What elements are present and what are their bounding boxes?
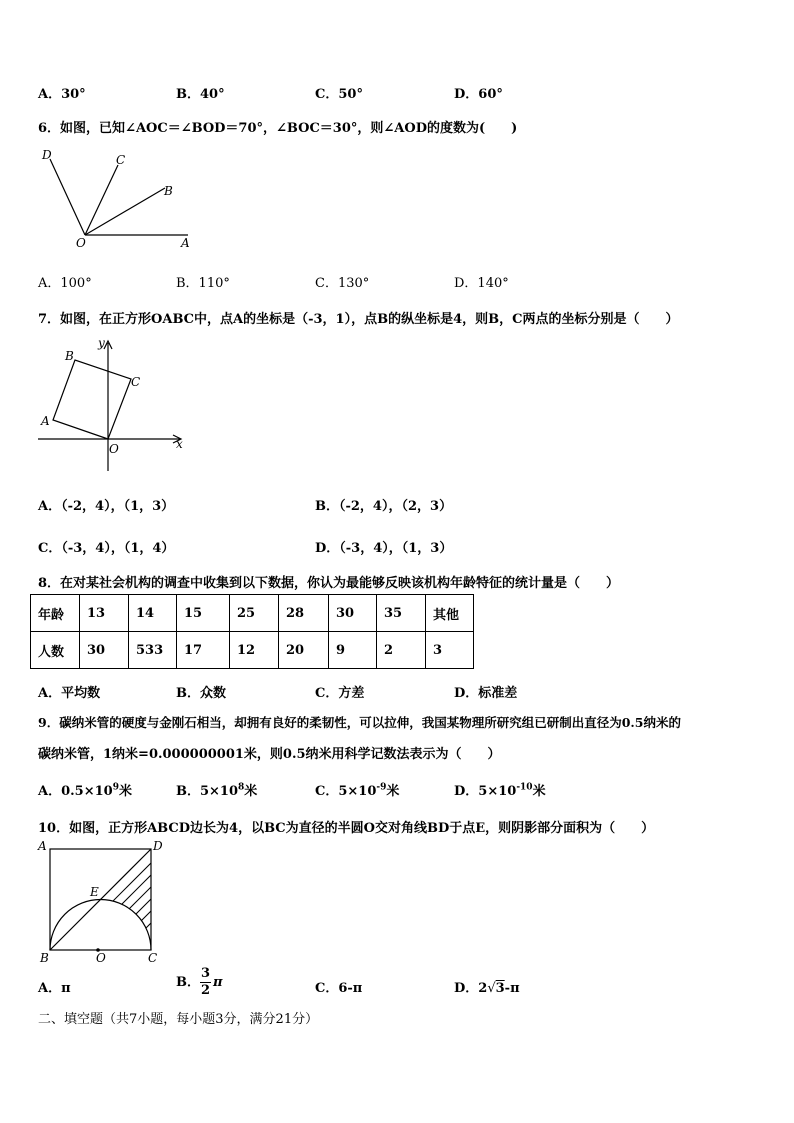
q10-label-b: B [40, 951, 49, 965]
q9-option-c-unit: 米 [386, 784, 400, 799]
q9-option-b-unit: 米 [244, 784, 258, 799]
q8-data-table [30, 594, 474, 669]
q9-option-a [38, 780, 132, 799]
q9-stem-line1: 9．碳纳米管的硬度与金刚石相当，却拥有良好的柔韧性，可以拉伸，我国某物理所研究组已研制出直径为0.5纳米的 [38, 715, 681, 730]
q8-option-a: A．平均数 [38, 686, 101, 701]
table-cell: 年龄 [31, 595, 80, 632]
table-cell: 9 [329, 632, 377, 669]
q8-option-d: D．标准差 [454, 686, 518, 701]
q9-option-c-base: C．5×10 [315, 784, 377, 799]
q10-option-d-minus-pi: -π [504, 981, 520, 996]
table-cell: 17 [177, 632, 230, 669]
table-cell: 人数 [31, 632, 80, 669]
q9-option-b [176, 780, 257, 799]
q9-option-d [454, 780, 546, 799]
q10-option-d-coefficient: D．2 [454, 981, 488, 996]
q7-option-a: A．（-2，4），（1，3） [38, 499, 175, 514]
table-cell: 15 [177, 595, 230, 632]
q8-option-c: C．方差 [315, 686, 365, 701]
q9-option-c-exponent: -9 [376, 782, 387, 793]
table-row [31, 595, 474, 632]
q7-label-o: O [109, 442, 119, 456]
q7-label-y: y [98, 336, 105, 350]
table-cell: 30 [80, 632, 129, 669]
table-cell: 2 [377, 632, 426, 669]
q7-option-c: C．（-3，4），（1，4） [38, 541, 175, 556]
table-cell: 13 [80, 595, 129, 632]
q8-stem: 8．在对某社会机构的调查中收集到以下数据，你认为最能够反映该机构年龄特征的统计量是（ ） [38, 576, 620, 591]
q10-shaded-region [101, 849, 169, 950]
sqrt-icon: √ [487, 981, 496, 996]
q5-option-b: B．40° [176, 87, 225, 102]
q7-label-c: C [131, 375, 141, 389]
q7-label-b: B [65, 349, 74, 363]
q7-label-x: x [176, 437, 183, 451]
q9-option-d-base: D．5×10 [454, 784, 517, 799]
q6-option-a: A．100° [38, 276, 92, 291]
table-cell: 533 [129, 632, 177, 669]
q7-option-b: B．（-2，4），（2，3） [315, 499, 453, 514]
q10-option-b-denominator: 2 [201, 983, 211, 998]
q6-option-d: D．140° [454, 276, 509, 291]
section-heading-fill-in: 二、填空题（共7小题，每小题3分，满分21分） [38, 1012, 319, 1027]
q10-label-a: A [38, 839, 47, 853]
q7-stem: 7．如图，在正方形OABC中，点A的坐标是（-3，1），点B的纵坐标是4，则B，C两点的坐标分别是（ ） [38, 312, 679, 327]
q10-option-b-numerator: 3 [201, 966, 211, 981]
q7-coordinate-figure [38, 335, 193, 475]
q9-stem-line2: 碳纳米管，1纳米=0.000000001米，则0.5纳米用科学记数法表示为（ ） [38, 747, 501, 762]
q9-option-a-exponent: 9 [112, 782, 119, 793]
q10-label-e: E [90, 885, 99, 899]
q6-option-c: C．130° [315, 276, 370, 291]
q10-stem: 10．如图，正方形ABCD边长为4，以BC为直径的半圆O交对角线BD于点E，则阴影部分面积为（ ） [38, 821, 655, 836]
q9-option-c [315, 780, 399, 799]
q6-label-c: C [116, 153, 126, 167]
q6-option-b: B．110° [176, 276, 230, 291]
q6-angle-figure [38, 145, 198, 255]
q6-stem: 6．如图，已知∠AOC＝∠BOD＝70°，∠BOC＝30°，则∠AOD的度数为( ) [38, 121, 518, 136]
q5-option-c: C．50° [315, 87, 363, 102]
q7-option-d: D．（-3，4），（1，3） [315, 541, 453, 556]
q7-label-a: A [41, 414, 50, 428]
q9-option-b-base: B．5×10 [176, 784, 239, 799]
q9-option-d-unit: 米 [532, 784, 546, 799]
q9-option-d-exponent: -10 [516, 782, 533, 793]
table-cell: 28 [279, 595, 329, 632]
q6-label-o: O [76, 236, 86, 250]
table-cell: 14 [129, 595, 177, 632]
q10-option-b [176, 966, 223, 999]
table-cell: 20 [279, 632, 329, 669]
q9-option-b-exponent: 8 [238, 782, 245, 793]
q6-label-a: A [181, 236, 190, 250]
q10-option-c: C．6-π [315, 981, 363, 996]
q6-label-b: B [164, 184, 173, 198]
q9-option-a-base: A．0.5×10 [38, 784, 113, 799]
q5-option-a: A．30° [38, 87, 86, 102]
q8-option-b: B．众数 [176, 686, 226, 701]
q10-option-b-letter: B． [176, 975, 200, 990]
q10-label-c: C [148, 951, 158, 965]
q10-option-a: A．π [38, 981, 71, 996]
q5-option-d: D．60° [454, 87, 503, 102]
q6-label-d: D [42, 148, 52, 162]
q10-option-b-fraction [200, 966, 211, 999]
q10-option-d [454, 977, 520, 996]
q10-option-b-pi: π [213, 975, 223, 990]
q9-option-a-unit: 米 [118, 784, 132, 799]
table-cell: 12 [230, 632, 279, 669]
q10-square-semicircle-figure [36, 838, 168, 968]
q10-label-d: D [153, 839, 163, 853]
q10-option-d-radicand: 3 [495, 981, 505, 996]
table-cell: 30 [329, 595, 377, 632]
q10-label-o: O [96, 951, 106, 965]
table-row [31, 632, 474, 669]
table-cell: 3 [426, 632, 474, 669]
table-cell: 其他 [426, 595, 474, 632]
table-cell: 35 [377, 595, 426, 632]
table-cell: 25 [230, 595, 279, 632]
